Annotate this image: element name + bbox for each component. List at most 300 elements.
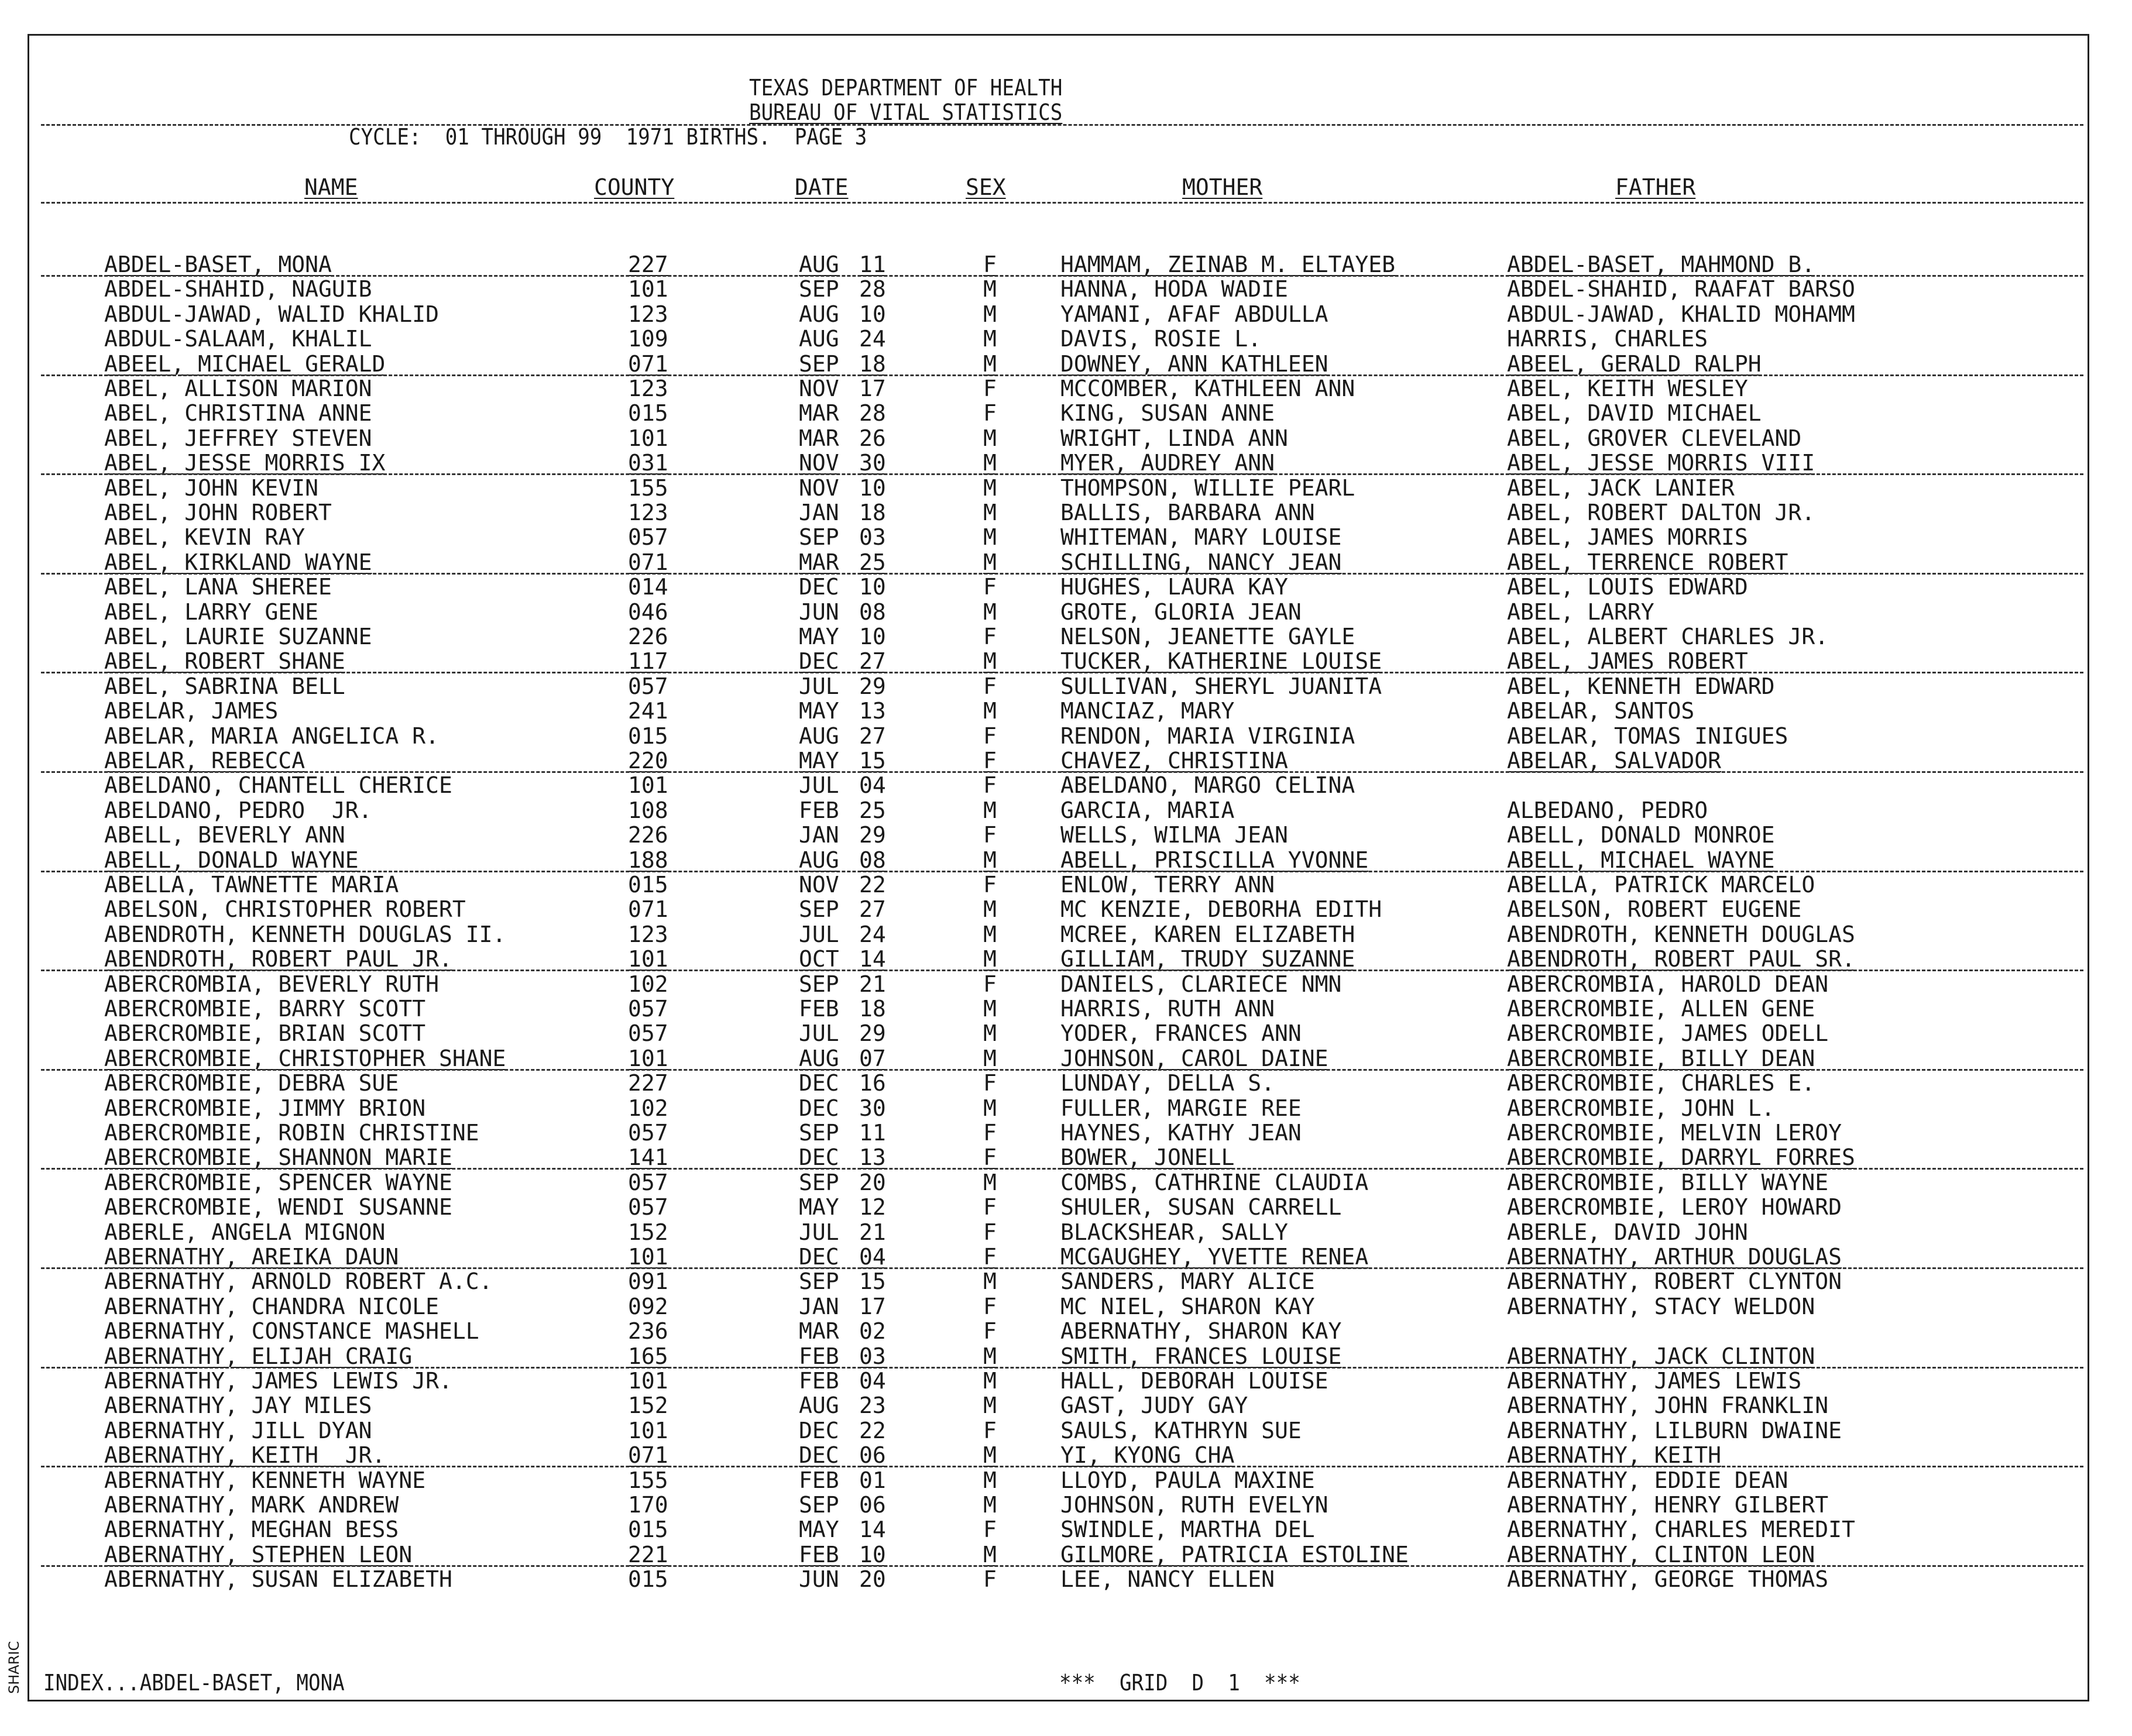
record-day: 11: [859, 1120, 886, 1146]
record-county: 152: [628, 1219, 668, 1245]
record-county: 015: [628, 723, 668, 749]
record-day: 30: [859, 1095, 886, 1121]
record-mother: GARCIA, MARIA: [1060, 797, 1235, 823]
table-row: [0, 377, 2132, 401]
record-month: JUL: [799, 1020, 839, 1047]
record-mother: GILMORE, PATRICIA ESTOLINE: [1060, 1541, 1409, 1567]
record-father: ABELAR, TOMAS INIGUES: [1507, 723, 1788, 749]
table-row: [0, 1245, 2132, 1270]
record-father: ABENDROTH, ROBERT PAUL SR.: [1507, 946, 1855, 972]
table-row: [0, 525, 2132, 550]
record-sex: M: [983, 946, 997, 972]
record-day: 13: [859, 1144, 886, 1171]
record-day: 02: [859, 1318, 886, 1345]
record-mother: MCREE, KAREN ELIZABETH: [1060, 921, 1355, 947]
record-county: 015: [628, 1517, 668, 1543]
record-month: MAY: [799, 1194, 839, 1221]
record-name: ABERCROMBIE, DEBRA SUE: [104, 1070, 399, 1096]
table-row: [0, 1071, 2132, 1096]
record-father: ABERNATHY, ROBERT CLYNTON: [1507, 1269, 1842, 1295]
record-day: 13: [859, 698, 886, 724]
header-rule: [41, 124, 2083, 126]
record-mother: BLACKSHEAR, SALLY: [1060, 1219, 1288, 1245]
record-month: NOV: [799, 475, 839, 501]
record-month: DEC: [799, 1070, 839, 1096]
record-sex: M: [983, 1368, 997, 1394]
record-mother: SULLIVAN, SHERYL JUANITA: [1060, 673, 1382, 699]
record-day: 14: [859, 1517, 886, 1543]
record-sex: M: [983, 549, 997, 575]
table-row: [0, 649, 2132, 674]
record-sex: F: [983, 1244, 997, 1270]
record-mother: BOWER, JONELL: [1060, 1144, 1235, 1171]
record-county: 015: [628, 872, 668, 898]
record-month: MAY: [799, 748, 839, 774]
record-sex: M: [983, 599, 997, 625]
record-name: ABELSON, CHRISTOPHER ROBERT: [104, 896, 466, 923]
record-sex: M: [983, 797, 997, 823]
record-county: 123: [628, 500, 668, 525]
record-father: ABEL, JAMES MORRIS: [1507, 524, 1748, 551]
record-county: 123: [628, 376, 668, 401]
record-county: 227: [628, 1070, 668, 1096]
record-county: 155: [628, 1467, 668, 1493]
record-sex: M: [983, 1095, 997, 1121]
record-month: JUL: [799, 921, 839, 947]
record-mother: HARRIS, RUTH ANN: [1060, 996, 1275, 1022]
record-month: MAY: [799, 698, 839, 724]
table-row: [0, 1096, 2132, 1121]
record-mother: ENLOW, TERRY ANN: [1060, 872, 1275, 898]
record-month: JUN: [799, 599, 839, 625]
table-row: [0, 1195, 2132, 1220]
record-sex: M: [983, 1393, 997, 1419]
record-day: 29: [859, 822, 886, 848]
record-father: ABERCROMBIE, LEROY HOWARD: [1507, 1194, 1842, 1221]
record-county: 057: [628, 1169, 668, 1195]
record-name: ABERCROMBIE, SPENCER WAYNE: [104, 1169, 452, 1195]
record-sex: M: [983, 1269, 997, 1295]
record-county: 109: [628, 326, 668, 352]
table-row: [0, 427, 2132, 451]
record-county: 155: [628, 475, 668, 501]
record-county: 101: [628, 425, 668, 451]
record-father: ABERNATHY, CLINTON LEON: [1507, 1541, 1815, 1567]
record-father: ABEL, JESSE MORRIS VIII: [1507, 450, 1815, 476]
record-mother: ABERNATHY, SHARON KAY: [1060, 1318, 1342, 1345]
record-sex: M: [983, 698, 997, 724]
record-month: FEB: [799, 797, 839, 823]
record-name: ABEL, JOHN KEVIN: [104, 475, 319, 501]
footer-grid: *** GRID D 1 ***: [1059, 1670, 1300, 1696]
record-county: 101: [628, 1417, 668, 1443]
record-name: ABERNATHY, CHANDRA NICOLE: [104, 1293, 439, 1319]
table-row: [0, 600, 2132, 625]
record-month: DEC: [799, 1442, 839, 1469]
record-day: 10: [859, 574, 886, 600]
record-name: ABEL, LAURIE SUZANNE: [104, 624, 372, 649]
side-label: SHARIC: [6, 1641, 22, 1694]
record-mother: GAST, JUDY GAY: [1060, 1393, 1248, 1419]
record-name: ABELAR, REBECCA: [104, 748, 305, 774]
record-name: ABEL, CHRISTINA ANNE: [104, 400, 372, 427]
table-row: [0, 774, 2132, 798]
table-row: [0, 1543, 2132, 1567]
record-father: ABELAR, SANTOS: [1507, 698, 1695, 724]
table-row: [0, 575, 2132, 600]
record-mother: ABELDANO, MARGO CELINA: [1060, 772, 1355, 799]
record-sex: M: [983, 896, 997, 923]
record-month: AUG: [799, 326, 839, 352]
record-father: ABENDROTH, KENNETH DOUGLAS: [1507, 921, 1855, 947]
record-month: FEB: [799, 1467, 839, 1493]
record-county: 031: [628, 450, 668, 476]
record-mother: GROTE, GLORIA JEAN: [1060, 599, 1302, 625]
record-name: ABELAR, MARIA ANGELICA R.: [104, 723, 439, 749]
record-name: ABERNATHY, JAY MILES: [104, 1393, 372, 1419]
record-county: 046: [628, 599, 668, 625]
record-month: NOV: [799, 450, 839, 476]
record-day: 20: [859, 1169, 886, 1195]
record-day: 28: [859, 276, 886, 302]
column-header-rule: [41, 202, 2083, 204]
record-sex: F: [983, 252, 997, 277]
record-county: 057: [628, 673, 668, 699]
table-row: [0, 799, 2132, 823]
record-mother: BALLIS, BARBARA ANN: [1060, 500, 1315, 525]
record-sex: F: [983, 1219, 997, 1245]
record-county: 101: [628, 276, 668, 302]
record-sex: M: [983, 1467, 997, 1493]
record-month: AUG: [799, 723, 839, 749]
table-row: [0, 401, 2132, 426]
record-sex: F: [983, 971, 997, 997]
record-name: ABERNATHY, CONSTANCE MASHELL: [104, 1318, 479, 1345]
record-county: 170: [628, 1492, 668, 1518]
record-mother: ABELL, PRISCILLA YVONNE: [1060, 847, 1369, 873]
table-row: [0, 1369, 2132, 1394]
record-sex: M: [983, 921, 997, 947]
record-sex: M: [983, 350, 997, 377]
table-row: [0, 675, 2132, 699]
record-day: 10: [859, 624, 886, 649]
record-name: ABDUL-JAWAD, WALID KHALID: [104, 301, 439, 327]
table-row: [0, 277, 2132, 302]
record-day: 27: [859, 648, 886, 675]
record-sex: M: [983, 301, 997, 327]
record-sex: M: [983, 475, 997, 501]
record-name: ABEL, ALLISON MARION: [104, 376, 372, 401]
record-sex: F: [983, 872, 997, 898]
table-row: [0, 1394, 2132, 1418]
table-row: [0, 1443, 2132, 1468]
record-county: 236: [628, 1318, 668, 1345]
record-name: ABDEL-SHAHID, NAGUIB: [104, 276, 372, 302]
table-row: [0, 997, 2132, 1022]
record-sex: F: [983, 1194, 997, 1221]
record-mother: MCGAUGHEY, YVETTE RENEA: [1060, 1244, 1369, 1270]
record-father: ABERNATHY, LILBURN DWAINE: [1507, 1417, 1842, 1443]
record-month: DEC: [799, 648, 839, 675]
record-county: 015: [628, 400, 668, 427]
record-month: AUG: [799, 1045, 839, 1071]
table-row: [0, 823, 2132, 848]
record-month: JAN: [799, 1293, 839, 1319]
record-name: ABERNATHY, KEITH JR.: [104, 1442, 386, 1469]
record-county: 102: [628, 971, 668, 997]
report-title: TEXAS DEPARTMENT OF HEALTH: [749, 75, 1063, 101]
table-row: [0, 923, 2132, 947]
column-header-date: DATE: [795, 174, 849, 200]
record-father: ABDEL-BASET, MAHMOND B.: [1507, 252, 1815, 277]
table-row: [0, 1022, 2132, 1046]
record-mother: MC KENZIE, DEBORHA EDITH: [1060, 896, 1382, 923]
record-month: MAY: [799, 624, 839, 649]
record-day: 16: [859, 1070, 886, 1096]
record-county: 227: [628, 252, 668, 277]
record-day: 22: [859, 1417, 886, 1443]
record-father: ABERNATHY, CHARLES MEREDIT: [1507, 1517, 1855, 1543]
record-month: OCT: [799, 946, 839, 972]
record-county: 071: [628, 350, 668, 377]
record-sex: F: [983, 673, 997, 699]
record-day: 08: [859, 847, 886, 873]
record-month: MAR: [799, 1318, 839, 1345]
record-father: ABEL, TERRENCE ROBERT: [1507, 549, 1788, 575]
record-month: FEB: [799, 996, 839, 1022]
record-sex: F: [983, 1293, 997, 1319]
record-father: ABERNATHY, JAMES LEWIS: [1507, 1368, 1802, 1394]
record-sex: F: [983, 400, 997, 427]
record-month: DEC: [799, 574, 839, 600]
record-day: 11: [859, 252, 886, 277]
record-day: 24: [859, 326, 886, 352]
record-month: AUG: [799, 252, 839, 277]
record-day: 20: [859, 1566, 886, 1593]
table-row: [0, 1121, 2132, 1146]
record-father: ABEL, ROBERT DALTON JR.: [1507, 500, 1815, 525]
record-day: 23: [859, 1393, 886, 1419]
record-sex: M: [983, 1343, 997, 1369]
table-row: [0, 352, 2132, 377]
record-name: ABDEL-BASET, MONA: [104, 252, 332, 277]
table-row: [0, 1345, 2132, 1369]
record-mother: TUCKER, KATHERINE LOUISE: [1060, 648, 1382, 675]
column-header-mother: MOTHER: [1182, 174, 1263, 200]
record-sex: F: [983, 1517, 997, 1543]
column-header-sex: SEX: [966, 174, 1006, 200]
record-county: 241: [628, 698, 668, 724]
record-sex: F: [983, 376, 997, 401]
record-name: ABERNATHY, ARNOLD ROBERT A.C.: [104, 1269, 493, 1295]
record-father: ABEL, JACK LANIER: [1507, 475, 1735, 501]
record-father: ABERNATHY, KEITH: [1507, 1442, 1722, 1469]
record-day: 21: [859, 971, 886, 997]
table-row: [0, 1221, 2132, 1245]
record-county: 057: [628, 996, 668, 1022]
record-sex: F: [983, 1120, 997, 1146]
record-mother: JOHNSON, RUTH EVELYN: [1060, 1492, 1328, 1518]
record-sex: F: [983, 624, 997, 649]
table-row: [0, 1295, 2132, 1319]
record-sex: M: [983, 524, 997, 551]
record-sex: F: [983, 723, 997, 749]
record-day: 03: [859, 524, 886, 551]
table-row: [0, 1270, 2132, 1294]
record-day: 03: [859, 1343, 886, 1369]
record-father: ABERCROMBIE, BILLY WAYNE: [1507, 1169, 1829, 1195]
record-county: 108: [628, 797, 668, 823]
record-day: 27: [859, 896, 886, 923]
record-father: ABERNATHY, HENRY GILBERT: [1507, 1492, 1829, 1518]
record-county: 014: [628, 574, 668, 600]
record-mother: KING, SUSAN ANNE: [1060, 400, 1275, 427]
table-row: [0, 476, 2132, 501]
table-row: [0, 749, 2132, 774]
table-row: [0, 1518, 2132, 1542]
table-row: [0, 1319, 2132, 1344]
record-mother: SMITH, FRANCES LOUISE: [1060, 1343, 1342, 1369]
record-name: ABEL, LARRY GENE: [104, 599, 319, 625]
record-name: ABERNATHY, JAMES LEWIS JR.: [104, 1368, 452, 1394]
record-mother: LLOYD, PAULA MAXINE: [1060, 1467, 1315, 1493]
record-name: ABELDANO, CHANTELL CHERICE: [104, 772, 452, 799]
record-name: ABEL, KEVIN RAY: [104, 524, 305, 551]
column-header-name: NAME: [304, 174, 358, 200]
record-father: ABERCROMBIE, ALLEN GENE: [1507, 996, 1815, 1022]
record-mother: LUNDAY, DELLA S.: [1060, 1070, 1275, 1096]
record-father: ABERCROMBIE, CHARLES E.: [1507, 1070, 1815, 1096]
record-month: SEP: [799, 896, 839, 923]
record-name: ABERCROMBIE, CHRISTOPHER SHANE: [104, 1045, 506, 1071]
record-sex: M: [983, 276, 997, 302]
record-county: 057: [628, 1020, 668, 1047]
record-mother: CHAVEZ, CHRISTINA: [1060, 748, 1288, 774]
record-mother: WHITEMAN, MARY LOUISE: [1060, 524, 1342, 551]
record-day: 26: [859, 425, 886, 451]
record-sex: F: [983, 574, 997, 600]
record-father: ABELL, DONALD MONROE: [1507, 822, 1775, 848]
record-father: ABELSON, ROBERT EUGENE: [1507, 896, 1802, 923]
record-father: ABERNATHY, STACY WELDON: [1507, 1293, 1815, 1319]
record-mother: JOHNSON, CAROL DAINE: [1060, 1045, 1328, 1071]
record-county: 015: [628, 1566, 668, 1593]
record-name: ABERCROMBIE, BRIAN SCOTT: [104, 1020, 426, 1047]
record-name: ABEL, ROBERT SHANE: [104, 648, 345, 675]
record-day: 17: [859, 376, 886, 401]
record-county: 091: [628, 1269, 668, 1295]
record-county: 152: [628, 1393, 668, 1419]
record-name: ABELLA, TAWNETTE MARIA: [104, 872, 399, 898]
record-father: ABEL, KEITH WESLEY: [1507, 376, 1748, 401]
record-day: 12: [859, 1194, 886, 1221]
record-sex: M: [983, 500, 997, 525]
record-mother: DOWNEY, ANN KATHLEEN: [1060, 350, 1328, 377]
record-mother: HANNA, HODA WADIE: [1060, 276, 1288, 302]
record-sex: M: [983, 996, 997, 1022]
record-father: ABEL, KENNETH EDWARD: [1507, 673, 1775, 699]
report-subtitle: BUREAU OF VITAL STATISTICS: [749, 99, 1063, 125]
record-sex: M: [983, 1045, 997, 1071]
record-father: ABERCROMBIE, MELVIN LEROY: [1507, 1120, 1842, 1146]
record-county: 101: [628, 772, 668, 799]
table-row: [0, 551, 2132, 575]
record-father: ABEL, JAMES ROBERT: [1507, 648, 1748, 675]
table-row: [0, 327, 2132, 352]
record-month: DEC: [799, 1244, 839, 1270]
record-county: 123: [628, 301, 668, 327]
record-county: 092: [628, 1293, 668, 1319]
record-mother: SAULS, KATHRYN SUE: [1060, 1417, 1302, 1443]
record-sex: F: [983, 748, 997, 774]
record-month: FEB: [799, 1343, 839, 1369]
record-name: ABERCROMBIE, WENDI SUSANNE: [104, 1194, 452, 1221]
record-month: DEC: [799, 1144, 839, 1171]
record-month: SEP: [799, 524, 839, 551]
record-day: 15: [859, 748, 886, 774]
record-mother: SCHILLING, NANCY JEAN: [1060, 549, 1342, 575]
record-name: ABELL, BEVERLY ANN: [104, 822, 345, 848]
record-mother: SHULER, SUSAN CARRELL: [1060, 1194, 1342, 1221]
record-name: ABELAR, JAMES: [104, 698, 279, 724]
record-mother: FULLER, MARGIE REE: [1060, 1095, 1302, 1121]
record-name: ABEEL, MICHAEL GERALD: [104, 350, 386, 377]
table-row: [0, 302, 2132, 327]
record-county: 101: [628, 1244, 668, 1270]
record-county: 221: [628, 1541, 668, 1567]
record-day: 06: [859, 1442, 886, 1469]
record-month: JAN: [799, 500, 839, 525]
record-name: ABEL, SABRINA BELL: [104, 673, 345, 699]
record-name: ABERNATHY, KENNETH WAYNE: [104, 1467, 426, 1493]
table-row: [0, 972, 2132, 997]
record-county: 057: [628, 1194, 668, 1221]
record-father: ABELL, MICHAEL WAYNE: [1507, 847, 1775, 873]
record-month: MAY: [799, 1517, 839, 1543]
record-name: ABDUL-SALAAM, KHALIL: [104, 326, 372, 352]
record-father: ABERCROMBIE, JAMES ODELL: [1507, 1020, 1829, 1047]
table-row: [0, 501, 2132, 525]
record-month: JAN: [799, 822, 839, 848]
record-father: ABEL, ALBERT CHARLES JR.: [1507, 624, 1829, 649]
record-father: ABERCROMBIA, HAROLD DEAN: [1507, 971, 1829, 997]
record-month: FEB: [799, 1541, 839, 1567]
record-father: ABERNATHY, GEORGE THOMAS: [1507, 1566, 1829, 1593]
record-month: SEP: [799, 276, 839, 302]
record-day: 14: [859, 946, 886, 972]
record-sex: M: [983, 1169, 997, 1195]
record-mother: DANIELS, CLARIECE NMN: [1060, 971, 1342, 997]
record-day: 28: [859, 400, 886, 427]
record-sex: M: [983, 1492, 997, 1518]
column-header-county: COUNTY: [594, 174, 675, 200]
record-name: ABERNATHY, AREIKA DAUN: [104, 1244, 399, 1270]
record-name: ABERNATHY, JILL DYAN: [104, 1417, 372, 1443]
record-mother: THOMPSON, WILLIE PEARL: [1060, 475, 1355, 501]
record-month: FEB: [799, 1368, 839, 1394]
record-county: 101: [628, 1368, 668, 1394]
record-month: DEC: [799, 1417, 839, 1443]
record-father: ABELAR, SALVADOR: [1507, 748, 1722, 774]
record-name: ABELDANO, PEDRO JR.: [104, 797, 372, 823]
table-row: [0, 848, 2132, 873]
record-month: MAR: [799, 549, 839, 575]
record-mother: MANCIAZ, MARY: [1060, 698, 1235, 724]
record-father: ABEEL, GERALD RALPH: [1507, 350, 1762, 377]
record-father: ABERNATHY, ARTHUR DOUGLAS: [1507, 1244, 1842, 1270]
record-day: 06: [859, 1492, 886, 1518]
record-day: 10: [859, 475, 886, 501]
